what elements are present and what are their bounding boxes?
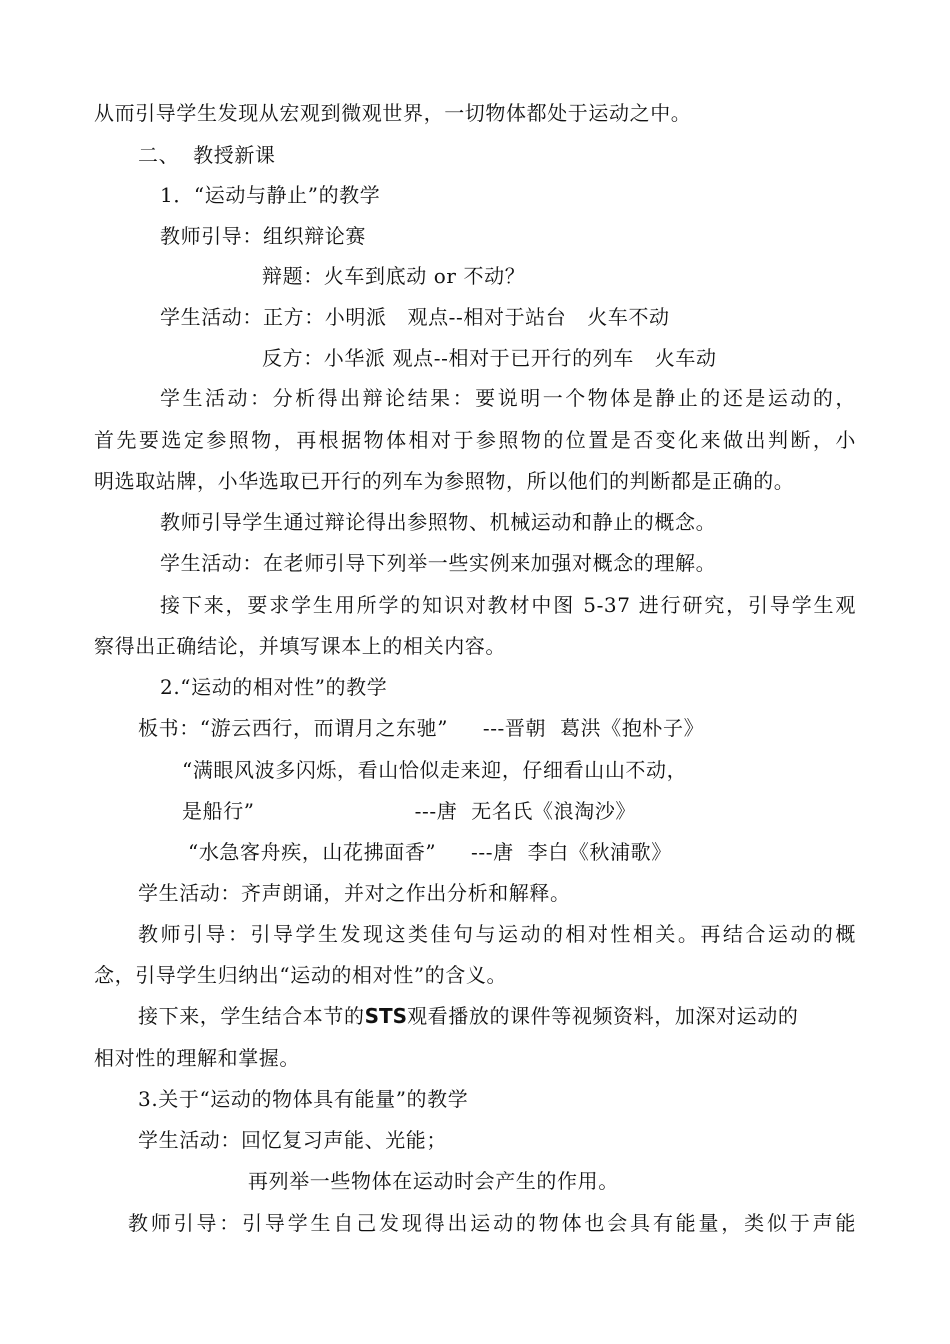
text-line-teacher-relativity-2: 念，引导学生归纳出“运动的相对性”的含义。 [94, 963, 508, 987]
text-line-analysis-3: 明选取站牌，小华选取已开行的列车为参照物，所以他们的判断都是正确的。 [94, 469, 795, 493]
text-line-concepts: 教师引导学生通过辩论得出参照物、机械运动和静止的概念。 [160, 510, 717, 534]
text-line-blackboard-1: 板书：“游云西行，而谓月之东驰” ---晋朝 葛洪《抱朴子》 [138, 716, 705, 740]
text-line-poem-2a: “满眼风波多闪烁，看山恰似走来迎，仔细看山山不动， [182, 758, 688, 782]
text-line-sts-1 [138, 1004, 798, 1028]
text-line-analysis-2: 首先要选定参照物，再根据物体相对于参照物的位置是否变化来做出判断，小 [94, 428, 856, 452]
text-line-review: 学生活动：回忆复习声能、光能； [138, 1128, 447, 1152]
text-line-poem-2b: 是船行” ---唐 无名氏《浪淘沙》 [182, 799, 637, 823]
text-line-negative: 反方：小华派 观点--相对于已开行的列车 火车动 [262, 346, 717, 370]
text-line-sts-2: 相对性的理解和掌握。 [94, 1046, 300, 1070]
text-line-teacher-debate: 教师引导：组织辩论赛 [160, 224, 366, 248]
text-line-teacher-relativity-1: 教师引导：引导学生发现这类佳句与运动的相对性相关。再结合运动的概 [138, 922, 856, 946]
text-line-teacher-energy: 教师引导：引导学生自己发现得出运动的物体也会具有能量，类似于声能 [128, 1211, 856, 1235]
text-line-figure-study-2: 察得出正确结论，并填写课本上的相关内容。 [94, 634, 506, 658]
text-line-figure-study-1: 接下来，要求学生用所学的知识对教材中图 5-37 进行研究，引导学生观 [160, 593, 856, 617]
sts-term: STS [364, 1004, 408, 1028]
text-segment-after-sts: 观看播放的课件等视频资料，加深对运动的 [407, 1004, 799, 1028]
text-segment-before-sts: 接下来，学生结合本节的 [138, 1004, 365, 1028]
subheading-relativity-of-motion: 2.“运动的相对性”的教学 [160, 675, 388, 699]
text-line-poem-3: “水急客舟疾，山花拂面香” ---唐 李白《秋浦歌》 [188, 840, 672, 864]
section-heading-teach-new-lesson: 二、 教授新课 [138, 143, 276, 167]
text-line-examples: 学生活动：在老师引导下列举一些实例来加强对概念的理解。 [160, 551, 717, 575]
text-line-analysis-1: 学生活动：分析得出辩论结果：要说明一个物体是静止的还是运动的， [160, 386, 856, 410]
text-line-affirmative: 学生活动：正方：小明派 观点--相对于站台 火车不动 [160, 305, 670, 329]
text-line-recite: 学生活动：齐声朗诵，并对之作出分析和解释。 [138, 881, 571, 905]
text-line-debate-topic: 辩题：火车到底动 or 不动？ [262, 264, 526, 288]
subheading-motion-and-rest: 1．“运动与静止”的教学 [160, 183, 381, 207]
text-line-effects: 再列举一些物体在运动时会产生的作用。 [248, 1169, 619, 1193]
text-line-1: 从而引导学生发现从宏观到微观世界，一切物体都处于运动之中。 [94, 101, 692, 125]
subheading-moving-objects-energy: 3.关于“运动的物体具有能量”的教学 [138, 1087, 469, 1111]
